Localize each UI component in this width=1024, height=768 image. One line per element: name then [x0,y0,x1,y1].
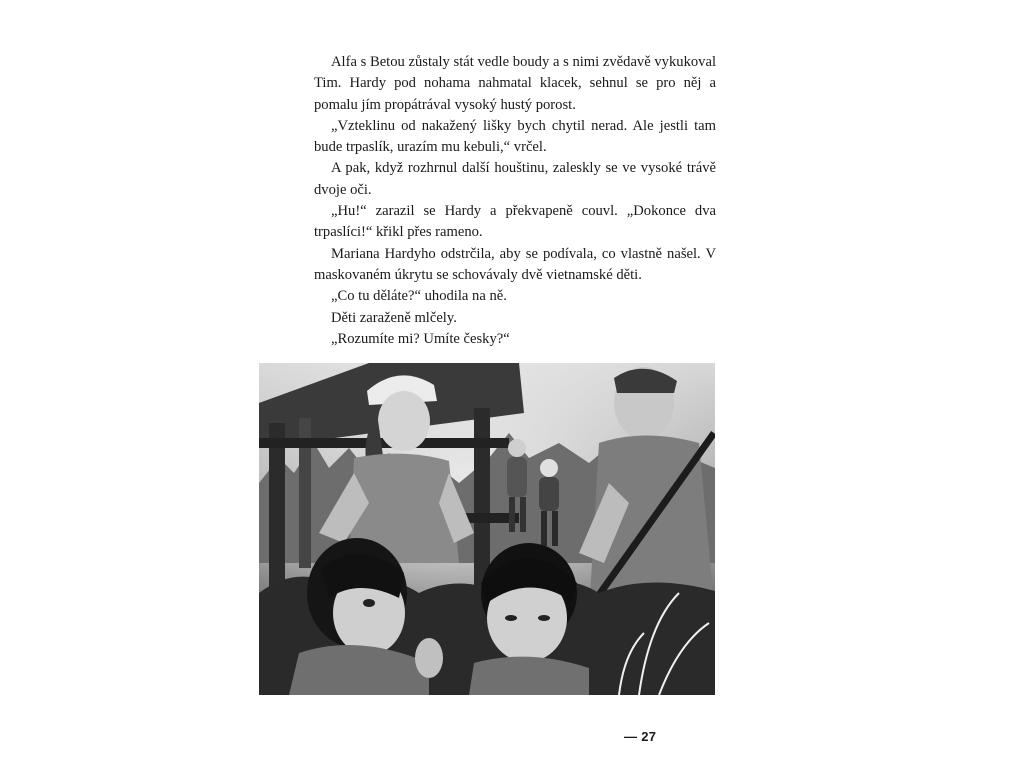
page-number: — 27 [624,729,657,744]
paragraph: Děti zaraženě mlčely. [331,309,457,326]
paragraph: „Vzteklinu od nakažený lišky bych chytil nerad. Ale jestli tam bude trpaslík, urazím mu kebuli,“ vrčel. [314,117,716,156]
paragraph: A pak, když rozhrnul další houštinu, zaleskly se ve vysoké trávě dvoje oči. [314,160,716,198]
body-text [314,52,716,350]
paragraph: „Co tu děláte?“ uhodila na ně. [331,288,507,305]
paragraph: „Hu!“ zarazil se Hardy a překvapeně couvl. „Dokonce dva trpaslíci!“ křikl přes rameno. [314,203,716,241]
illustration-artwork [259,363,715,695]
paragraph: „Rozumíte mi? Umíte česky?“ [331,330,510,347]
paragraph: Alfa s Betou zůstaly stát vedle boudy a s nimi zvědavě vykukoval Tim. Hardy pod nohama nahmatal klacek, sehnul se pro něj a pomalu jím propátrával vysoký hustý porost. [314,54,716,113]
paragraph: Mariana Hardyho odstrčila, aby se podívala, co vlastně našel. V maskovaném úkrytu se schovávaly dvě vietnamské děti. [314,245,716,283]
comic-illustration [259,363,715,695]
